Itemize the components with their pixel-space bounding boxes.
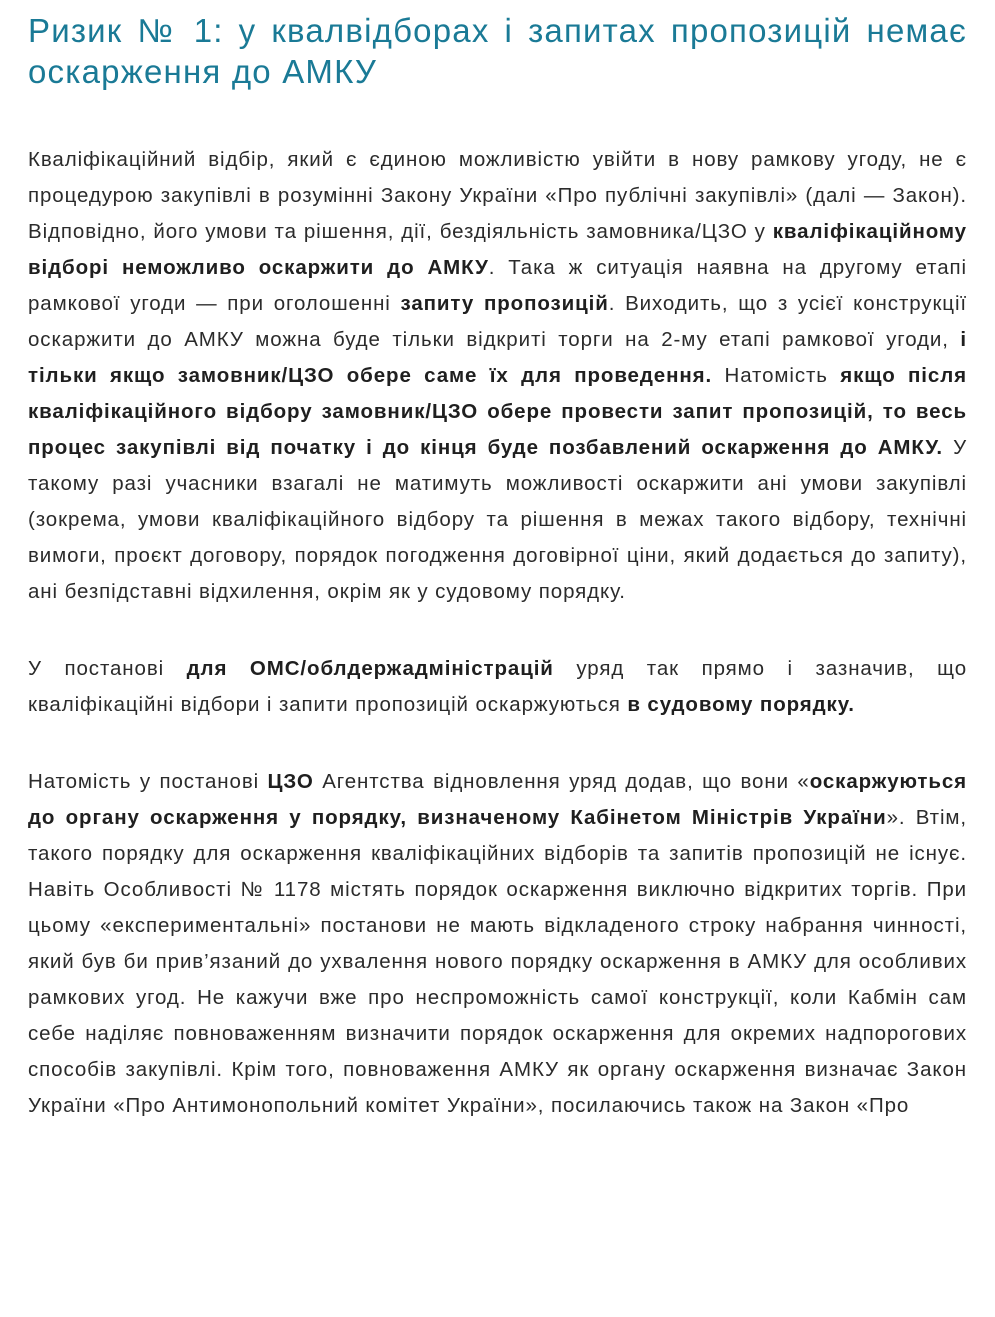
text-segment: Агентства відновлення уряд додав, що вони «	[313, 770, 810, 793]
bold-segment: запиту пропозицій	[400, 292, 609, 315]
text-segment: . Виходить, що з усієї конструкції оскаржити до АМКУ можна буде тільки відкриті торги на 2-му етапі рамкової угоди,	[28, 292, 968, 351]
text-segment: ». Втім, такого порядку для оскарження кваліфікаційних відборів та запитів пропозицій не існує. Навіть Особливості № 1178 містять порядок оскарження виключно відкритих торгів. При цьому «експериментальні» постанови не мають відкладеного строку набрання чинності, який був би прив’язаний до ухвалення нового порядку оскарження в АМКУ для особливих рамкових угод. Не кажучи вже про неспроможність самої конструкції, коли Кабмін сам себе наділяє повноваженням визначити порядок оскарження для окремих надпорогових способів закупівлі. Крім того, повноваження АМКУ як органу оскарження визначає Закон України «Про Антимонопольний комітет України», посилаючись також на Закон «Про	[28, 806, 968, 1117]
bold-segment: і тільки якщо замовник/ЦЗО обере саме їх для проведення.	[28, 328, 967, 387]
bold-segment: оскаржуються до органу оскарження у порядку, визначеному Кабінетом Міністрів України	[28, 770, 968, 829]
bold-segment: ЦЗО	[267, 770, 314, 793]
text-segment: Натомість	[712, 364, 841, 387]
bold-segment: якщо після кваліфікаційного відбору замовник/ЦЗО обере провести запит пропозицій, то весь процес закупівлі від початку і до кінця буде позбавлений оскарження до АМКУ.	[28, 364, 967, 459]
bold-segment: кваліфікаційному відборі неможливо оскаржити до АМКУ	[28, 220, 967, 279]
text-segment: . Така ж ситуація наявна на другому етапі рамкової угоди — при оголошенні	[28, 256, 967, 315]
paragraph-3	[28, 764, 967, 1124]
bold-segment: для ОМС/облдержадміністрацій	[186, 657, 554, 680]
paragraph-2	[28, 651, 967, 723]
paragraph-1	[28, 142, 967, 610]
text-segment: Кваліфікаційний відбір, який є єдиною можливістю увійти в нову рамкову угоду, не є процедурою закупівлі в розумінні Закону України «Про публічні закупівлі» (далі — Закон). Відповідно, його умови та рішення, дії, бездіяльність замовника/ЦЗО у	[28, 148, 967, 243]
text-segment: У постанові	[28, 657, 187, 680]
bold-segment: в судовому порядку.	[627, 693, 855, 716]
text-segment: У такому разі учасники взагалі не матимуть можливості оскаржити ані умови закупівлі (зокрема, умови кваліфікаційного відбору та рішення в межах такого відбору, технічні вимоги, проєкт договору, порядок погодження договірної ціни, який додається до запиту), ані безпідставні відхилення, окрім як у судовому порядку.	[28, 436, 967, 603]
text-segment: Натомість у постанові	[28, 770, 268, 793]
text-segment: уряд так прямо і зазначив, що кваліфікаційні відбори і запити пропозицій оскаржуються	[28, 657, 967, 716]
article-heading: Ризик № 1: у квалвідборах і запитах пропозицій немає оскарження до АМКУ	[28, 12, 967, 90]
